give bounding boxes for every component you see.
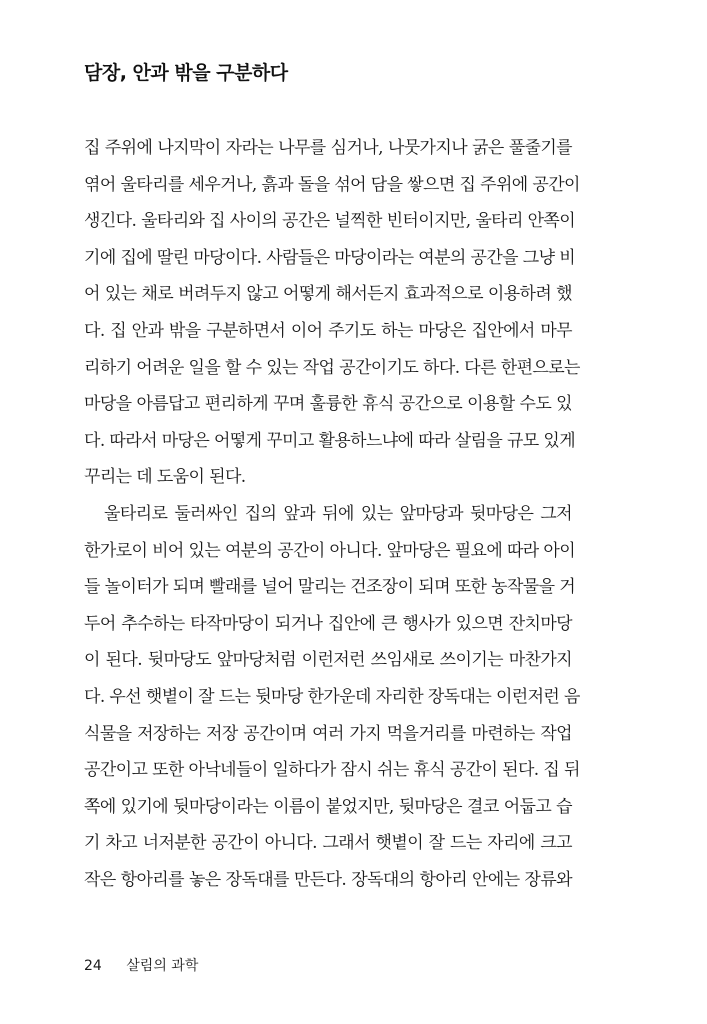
text-line: 집 주위에 나지막이 자라는 나무를 심거나, 나뭇가지나 굵은 풀줄기를 xyxy=(84,138,572,158)
text-line: 다. 우선 햇볕이 잘 드는 뒷마당 한가운데 자리한 장독대는 이런저런 음 xyxy=(84,686,580,707)
text-line: 공간이고 또한 아낙네들이 일하다가 잠시 쉬는 휴식 공간이 된다. 집 뒤 xyxy=(84,760,580,781)
body-text xyxy=(84,130,580,898)
text-line: 마당을 아름답고 편리하게 꾸며 훌륭한 휴식 공간으로 이용할 수도 있 xyxy=(84,394,572,415)
text-line: 울타리로 둘러싸인 집의 앞과 뒤에 있는 앞마당과 뒷마당은 그저 xyxy=(104,503,572,524)
paragraph xyxy=(84,496,580,899)
text-line: 두어 추수하는 타작마당이 되거나 집안에 큰 행사가 있으면 잔치마당 xyxy=(84,613,572,634)
section-heading: 담장, 안과 밖을 구분하다 xyxy=(84,62,288,84)
text-line: 이 된다. 뒷마당도 앞마당처럼 이런저런 쓰임새로 쓰이기는 마찬가지 xyxy=(84,650,572,671)
text-line: 들 놀이터가 되며 빨래를 널어 말리는 건조장이 되며 또한 농작물을 거 xyxy=(84,577,576,598)
text-line: 기 차고 너저분한 공간이 아니다. 그래서 햇볕이 잘 드는 자리에 크고 xyxy=(84,833,572,854)
paragraph xyxy=(84,130,580,496)
text-line: 꾸리는 데 도움이 된다. xyxy=(84,467,246,488)
text-line: 식물을 저장하는 저장 공간이며 여러 가지 먹을거리를 마련하는 작업 xyxy=(84,723,572,744)
text-line: 기에 집에 딸린 마당이다. 사람들은 마당이라는 여분의 공간을 그냥 비 xyxy=(84,247,576,268)
running-title: 살림의 과학 xyxy=(126,958,199,974)
text-line: 리하기 어려운 일을 할 수 있는 작업 공간이기도 하다. 다른 한편으로는 xyxy=(84,357,580,378)
text-line: 한가로이 비어 있는 여분의 공간이 아니다. 앞마당은 필요에 따라 아이 xyxy=(84,540,576,561)
text-line: 엮어 울타리를 세우거나, 흙과 돌을 섞어 담을 쌓으면 집 주위에 공간이 xyxy=(84,174,580,195)
page-number: 24 xyxy=(84,958,102,974)
text-line: 작은 항아리를 놓은 장독대를 만든다. 장독대의 항아리 안에는 장류와 xyxy=(84,869,572,890)
text-line: 생긴다. 울타리와 집 사이의 공간은 널찍한 빈터이지만, 울타리 안쪽이 xyxy=(84,211,576,232)
page-footer xyxy=(84,955,218,975)
text-line: 어 있는 채로 버려두지 않고 어떻게 해서든지 효과적으로 이용하려 했 xyxy=(84,284,572,305)
text-line: 다. 따라서 마당은 어떻게 꾸미고 활용하느냐에 따라 살림을 규모 있게 xyxy=(84,430,576,451)
text-line: 쪽에 있기에 뒷마당이라는 이름이 붙었지만, 뒷마당은 결코 어둡고 습 xyxy=(84,796,572,817)
text-line: 다. 집 안과 밖을 구분하면서 이어 주기도 하는 마당은 집안에서 마무 xyxy=(84,320,572,341)
